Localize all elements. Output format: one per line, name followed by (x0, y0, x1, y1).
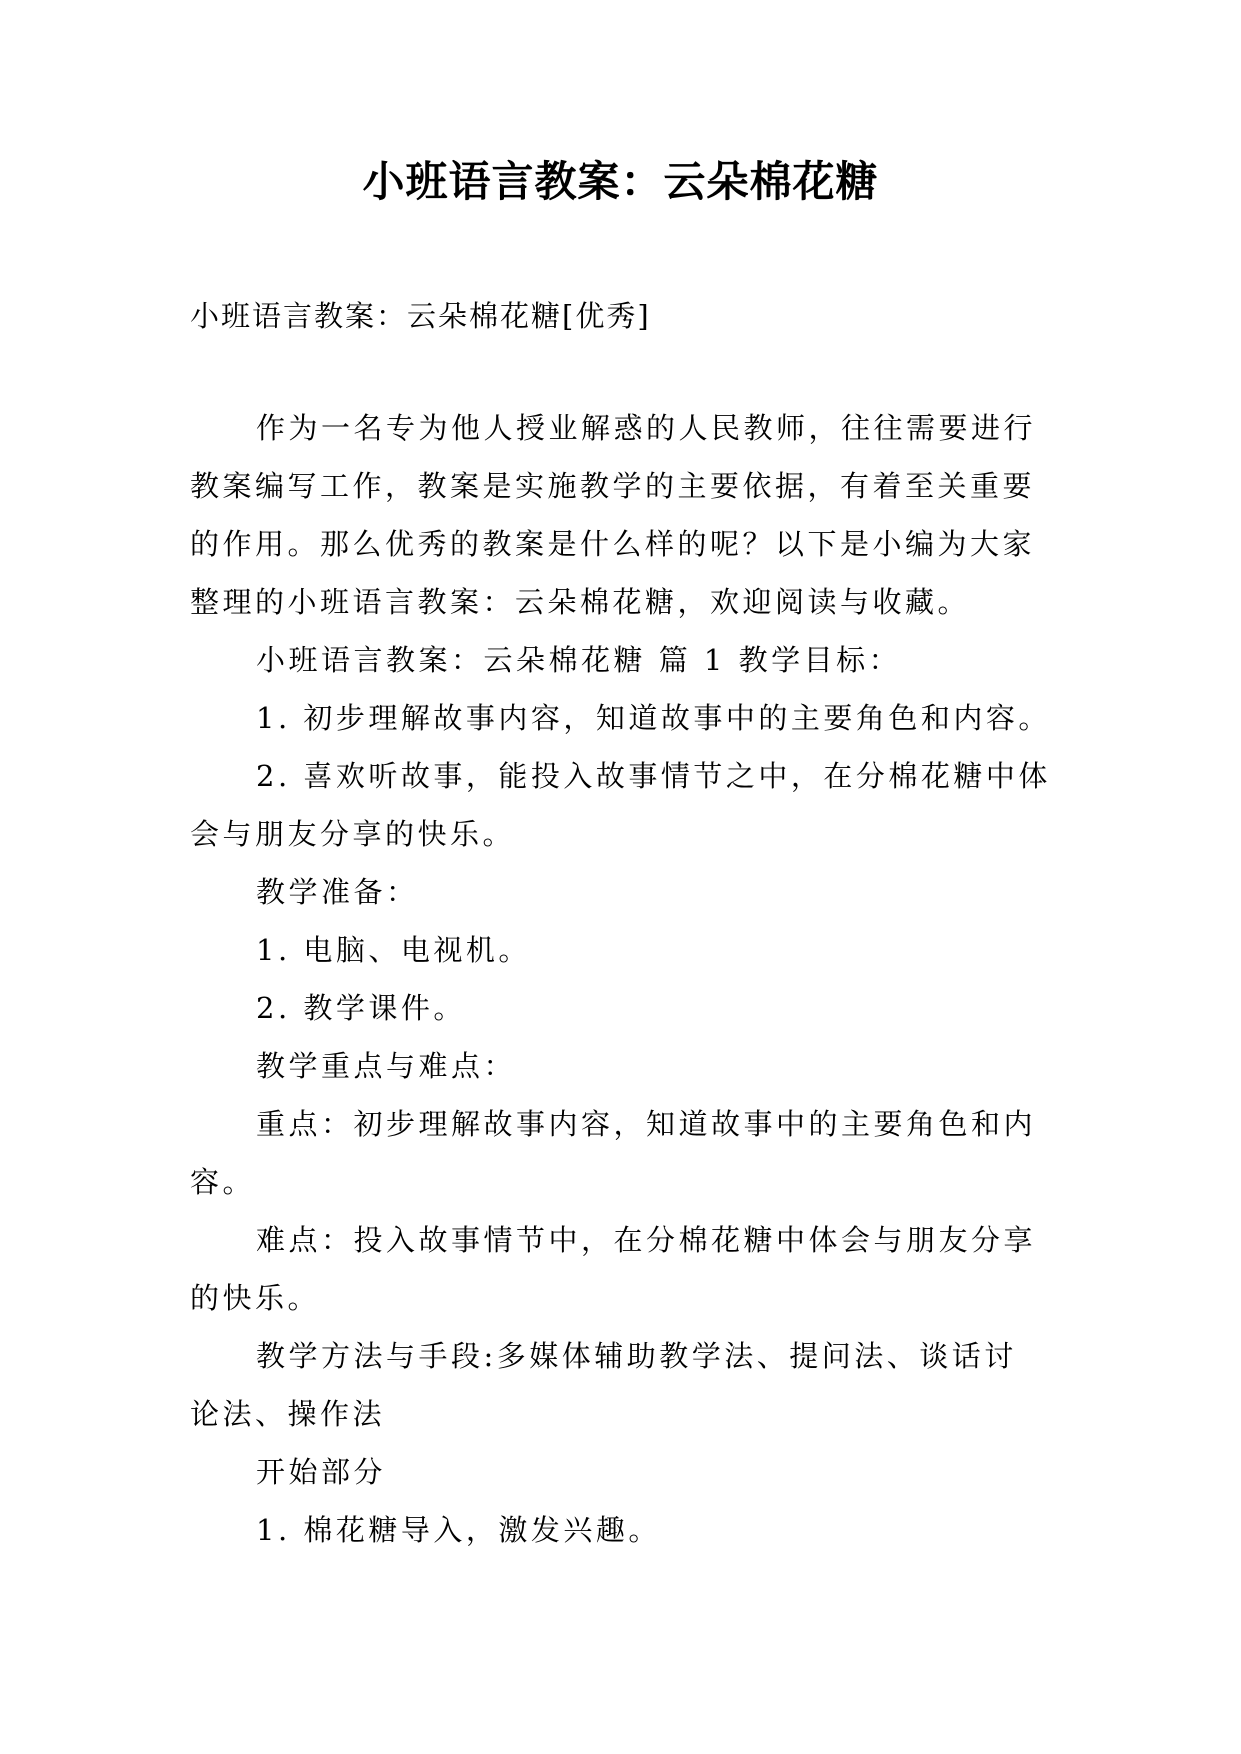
list-item: 1. 棉花糖导入，激发兴趣。 (256, 1513, 661, 1547)
document-subtitle: 小班语言教案：云朵棉花糖[优秀] (190, 299, 651, 333)
paragraph-line: 作为一名专为他人授业解惑的人民教师，往往需要进行 (256, 411, 1037, 445)
paragraph-line: 容。 (190, 1165, 256, 1199)
paragraph-line: 整理的小班语言教案：云朵棉花糖，欢迎阅读与收藏。 (190, 585, 971, 619)
document-title: 小班语言教案：云朵棉花糖 (362, 157, 879, 206)
section-heading: 教学准备： (256, 875, 419, 909)
list-item: 2. 教学课件。 (256, 991, 466, 1025)
list-item: 1. 电脑、电视机。 (256, 933, 531, 967)
paragraph-line: 论法、操作法 (190, 1397, 386, 1431)
section-heading: 教学重点与难点： (256, 1049, 517, 1083)
paragraph-line: 教学方法与手段:多媒体辅助教学法、提问法、谈话讨 (256, 1339, 1017, 1373)
list-item-continuation: 会与朋友分享的快乐。 (190, 817, 516, 851)
paragraph-line: 的快乐。 (190, 1281, 321, 1315)
list-item: 1. 初步理解故事内容，知道故事中的主要角色和内容。 (256, 701, 1051, 735)
paragraph-line: 教案编写工作，教案是实施教学的主要依据，有着至关重要 (190, 469, 1036, 503)
paragraph-line: 的作用。那么优秀的教案是什么样的呢？以下是小编为大家 (190, 527, 1036, 561)
list-item: 2. 喜欢听故事，能投入故事情节之中，在分棉花糖中体 (256, 759, 1051, 793)
section-heading-line: 小班语言教案：云朵棉花糖 篇 1 教学目标： (256, 643, 902, 677)
section-heading: 开始部分 (256, 1455, 387, 1489)
paragraph-line: 重点：初步理解故事内容，知道故事中的主要角色和内 (256, 1107, 1037, 1141)
paragraph-line: 难点：投入故事情节中，在分棉花糖中体会与朋友分享 (256, 1223, 1037, 1257)
